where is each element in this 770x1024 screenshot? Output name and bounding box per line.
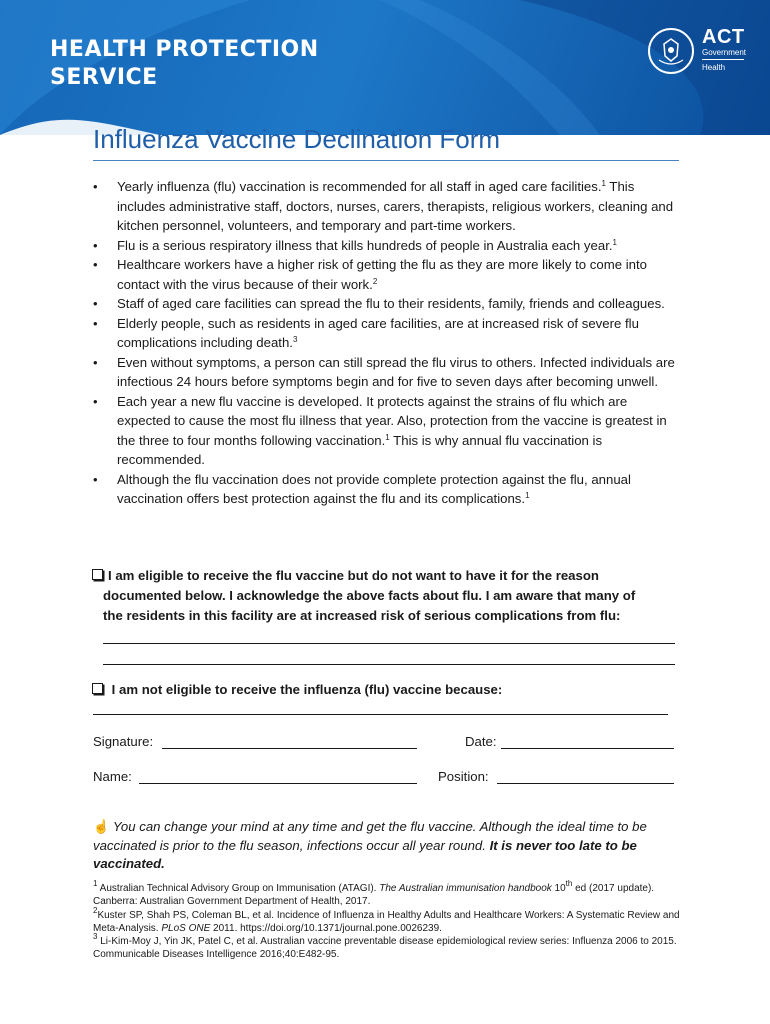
reference-item [93, 905, 683, 936]
act-government-logo [648, 26, 748, 82]
eligible-checkbox[interactable] [92, 569, 103, 580]
text-segment: th [565, 879, 573, 888]
service-title [50, 36, 319, 92]
text-segment: 3 [292, 335, 298, 344]
text-segment: 1 [601, 179, 606, 188]
bullet-item [92, 294, 682, 314]
text-segment: Healthcare workers have a higher risk of getting the flu as they are more likely to come into contact with the virus because of their work. [117, 257, 647, 292]
text-segment: 1 [385, 432, 390, 442]
bullet-dot-icon: • [93, 471, 98, 487]
text-segment: This includes administrative staff, doctors, nurses, carers, therapists, religious workers, cleaning and kitchen personnel, volunteers, and temporary and part-time workers. [117, 179, 674, 233]
signature-field[interactable] [162, 748, 417, 749]
reminder-note [93, 818, 683, 874]
text-segment: The Australian immunisation handbook [379, 883, 552, 894]
text-segment: ed (2017 update). Canberra: Australian Government Department of Health, 2017. [93, 883, 655, 908]
not-eligible-checkbox[interactable] [92, 683, 103, 694]
pointing-hand-icon: ☝ [93, 819, 110, 834]
text-segment: 10 [551, 883, 566, 894]
bullet-item [92, 314, 682, 353]
bullet-dot-icon: • [93, 296, 98, 311]
header-banner [0, 0, 770, 135]
references-section [93, 879, 683, 962]
option1-line2: documented below. I acknowledge the above facts about flu. I am aware that many of [103, 588, 636, 603]
text-segment: 1 [525, 491, 530, 500]
text-segment: PLoS ONE [161, 922, 211, 934]
service-title-line2: SERVICE [50, 65, 158, 90]
bullet-dot-icon: • [93, 393, 98, 409]
text-segment: Australian Technical Advisory Group on Immunisation (ATAGI). [97, 883, 380, 894]
position-label: Position: [438, 769, 489, 784]
signature-label: Signature: [93, 734, 154, 749]
date-label: Date: [465, 734, 497, 749]
date-field[interactable] [501, 748, 674, 749]
text-segment: This is why annual flu vaccination is recommended. [117, 432, 603, 467]
reason-line-2[interactable] [103, 664, 675, 665]
option2-text: I am not eligible to receive the influenza (flu) vaccine because: [111, 682, 503, 697]
reference-item [93, 932, 683, 962]
logo-divider [702, 59, 744, 60]
bullet-item [92, 353, 682, 392]
name-label: Name: [93, 769, 132, 784]
reason-line-1[interactable] [103, 643, 675, 644]
bullet-dot-icon: • [93, 315, 98, 331]
not-eligible-reason-line[interactable] [93, 714, 668, 715]
text-segment: Flu is a serious respiratory illness that kills hundreds of people in Australia each year. [117, 237, 613, 253]
text-segment: 3 [93, 932, 98, 942]
text-segment: 2011. https://doi.org/10.1371/journal.pone.0026239. [210, 922, 442, 934]
option-eligible-declines [92, 566, 682, 626]
text-segment: Staff of aged care facilities can spread the flu to their residents, family, friends and colleagues. [117, 296, 665, 311]
reference-item [93, 879, 683, 909]
position-field[interactable] [497, 783, 674, 784]
option1-line3: the residents in this facility are at increased risk of serious complications from flu: [103, 608, 621, 623]
text-segment: 1 [612, 237, 617, 247]
text-segment: Yearly influenza (flu) vaccination is recommended for all staff in aged care facilities. [117, 179, 602, 194]
bullet-dot-icon: • [93, 179, 98, 194]
note-bold-text: It is never too late to be vaccinated. [93, 837, 637, 871]
text-segment: 2 [372, 276, 378, 286]
text-segment: Elderly people, such as residents in aged care facilities, are at increased risk of severe flu complications including death. [117, 315, 639, 350]
text-segment: Even without symptoms, a person can still spread the flu virus to others. Infected individuals are infectious 24 hours before symptoms begin and for five to seven days after becoming unwell. [117, 354, 675, 389]
option-not-eligible [92, 680, 682, 700]
text-segment: Each year a new flu vaccine is developed. It protects against the strains of flu which are expected to cause the most flu illness that year. Also, protection from the vaccine is greatest in the three to four months following vaccination. [117, 393, 667, 448]
bullet-item [92, 470, 682, 509]
text-segment: Although the flu vaccination does not provide complete protection against the flu, annual vaccination offers best protection against the flu and its complications. [117, 471, 631, 506]
bullet-item [92, 177, 682, 236]
facts-bullet-list [92, 177, 682, 509]
service-title-line1: HEALTH PROTECTION [50, 37, 319, 62]
bullet-dot-icon: • [93, 237, 98, 253]
name-field[interactable] [139, 783, 417, 784]
text-segment: 1 [93, 879, 98, 888]
bullet-item [92, 255, 682, 294]
bullet-dot-icon: • [93, 257, 98, 272]
logo-government-text: Government [702, 48, 747, 57]
form-title: Influenza Vaccine Declination Form [93, 124, 679, 161]
option1-line1: I am eligible to receive the flu vaccine but do not want to have it for the reason [108, 568, 599, 583]
text-segment: Kuster SP, Shah PS, Coleman BL, et al. Incidence of Influenza in Healthy Adults and Healthcare Workers: A Systematic Review and Meta-Analysis. [93, 909, 680, 934]
bullet-item [92, 392, 682, 470]
logo-health-text: Health [702, 63, 726, 72]
logo-act-text: ACT [702, 26, 745, 48]
bullet-item [92, 236, 682, 256]
bullet-dot-icon: • [93, 354, 98, 370]
text-segment: 2 [93, 905, 98, 915]
coat-of-arms-icon [648, 28, 694, 74]
note-text: You can change your mind at any time and get the flu vaccine. Although the ideal time to be vaccinated is prior to the flu season, infections occur all year round. [93, 819, 647, 853]
text-segment: Li-Kim-Moy J, Yin JK, Patel C, et al. Australian vaccine preventable disease epidemiological review series: Influenza 2006 to 2015. Communicable Diseases Intelligence 2016;40:E482-95. [93, 936, 677, 961]
